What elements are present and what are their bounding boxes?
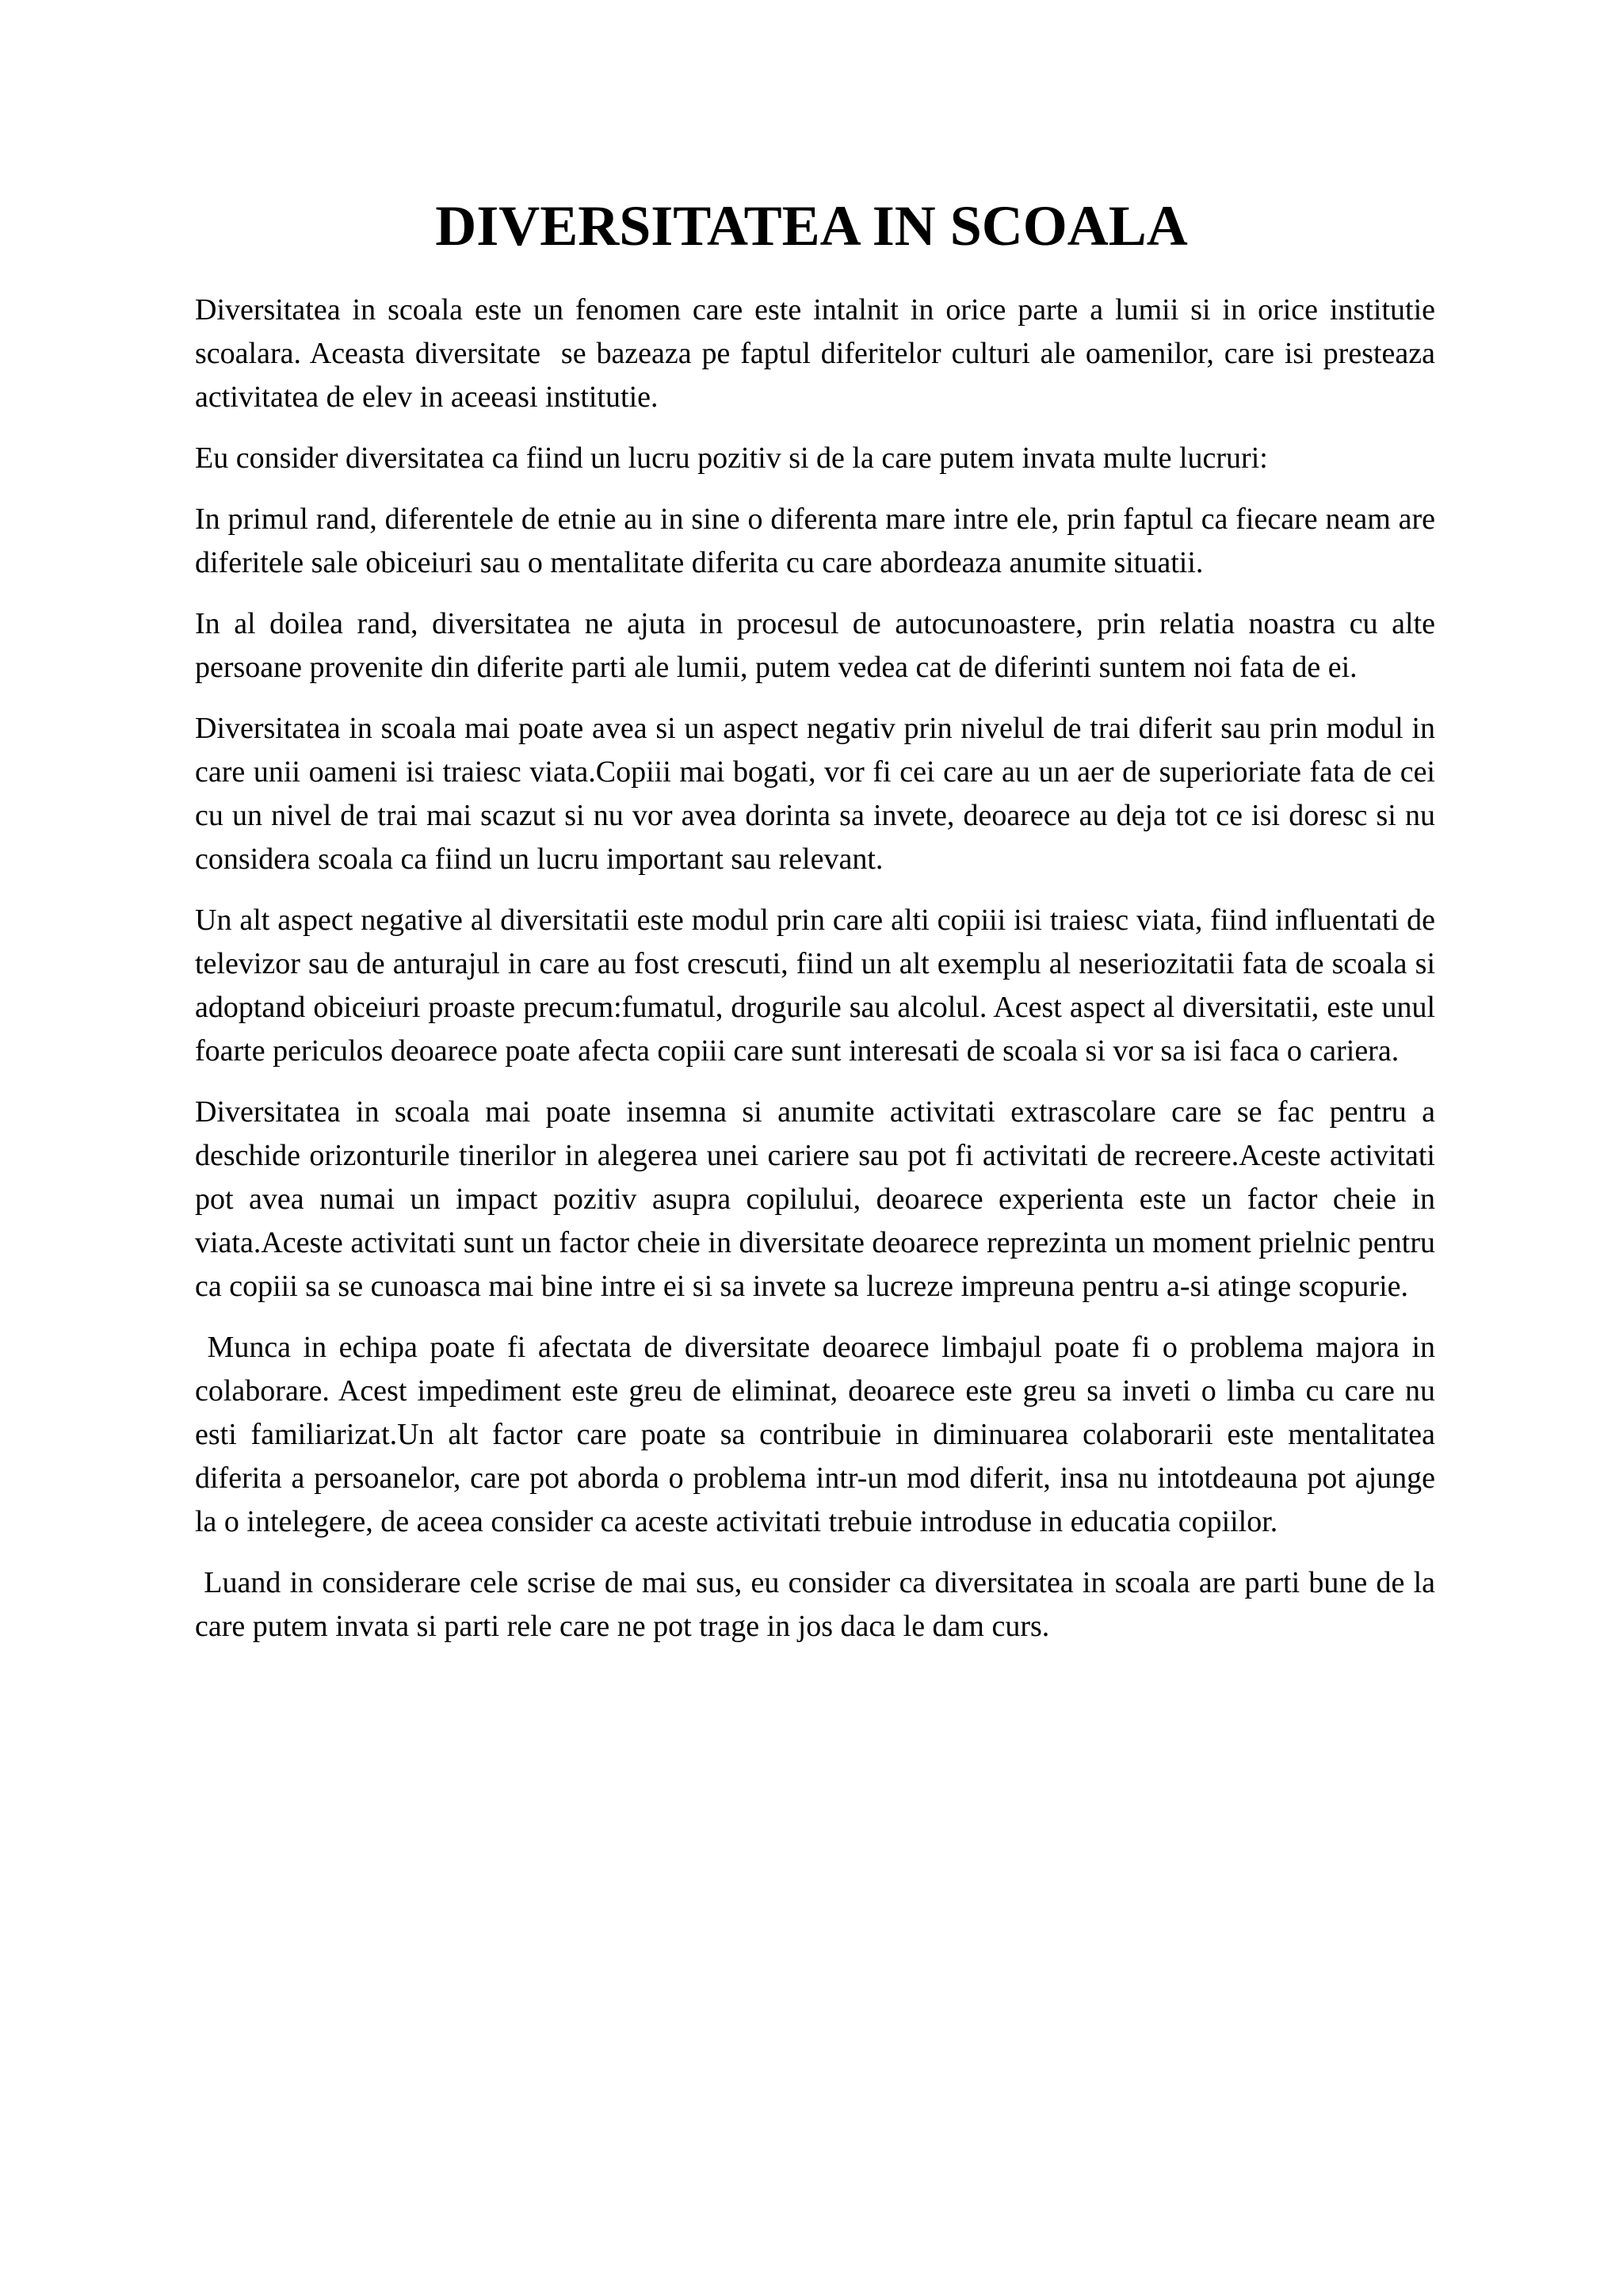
paragraph-opinion: Eu consider diversitatea ca fiind un lucru pozitiv si de la care putem invata multe lucruri: (195, 441, 1268, 475)
paragraph-first-point: In primul rand, diferentele de etnie au in sine o diferenta mare intre ele, prin faptul ca fiecare neam are diferitele sale obiceiuri sau o mentalitate diferita cu care abordeaza anumite situatii. (195, 502, 1443, 579)
document-title: DIVERSITATEA IN SCOALA (435, 194, 1188, 258)
paragraph-negative-aspect: Diversitatea in scoala mai poate avea si un aspect negativ prin nivelul de trai diferit sau prin modul in care unii oameni isi traiesc viata.Copiii mai bogati, vor fi cei care au un aer de superioriate fata de cei cu un nivel de trai mai scazut si nu vor avea dorinta sa invete, deoarece au deja tot ce isi doresc si nu considera scoala ca fiind un lucru important sau relevant. (195, 712, 1443, 876)
paragraph-intro: Diversitatea in scoala este un fenomen care este intalnit in orice parte a lumii si in orice institutie scoalara. Aceasta diversitate se bazeaza pe faptul diferitelor culturi ale oamenilor, care isi presteaza activitatea de elev in aceeasi institutie. (195, 293, 1443, 414)
paragraph-negative-aspect-2: Un alt aspect negative al diversitatii este modul prin care alti copiii isi traiesc viata, fiind influentati de televizor sau de anturajul in care au fost crescuti, fiind un alt exemplu al neseriozitatii fata de scoala si adoptand obiceiuri proaste precum:fumatul, drogurile sau alcolul. Acest aspect al diversitatii, este unul foarte periculos deoarece poate afecta copiii care sunt interesati de scoala si vor sa isi faca o cariera. (195, 904, 1443, 1068)
paragraph-second-point: In al doilea rand, diversitatea ne ajuta in procesul de autocunoastere, prin relatia noastra cu alte persoane provenite din diferite parti ale lumii, putem vedea cat de diferinti suntem noi fata de ei. (195, 607, 1443, 684)
paragraph-extracurricular: Diversitatea in scoala mai poate insemna si anumite activitati extrascolare care se fac pentru a deschide orizonturile tinerilor in alegerea unei cariere sau pot fi activitati de recreere.Aceste activitati pot avea numai un impact pozitiv asupra copilului, deoarece experienta este un factor cheie in viata.Aceste activitati sunt un factor cheie in diversitate deoarece reprezinta un moment prielnic pentru ca copiii sa se cunoasca mai bine intre ei si sa invete sa lucreze impreuna pentru a-si atinge scopurie. (195, 1095, 1443, 1303)
document-body (195, 288, 1443, 1666)
paragraph-conclusion: Luand in considerare cele scrise de mai sus, eu consider ca diversitatea in scoala are parti bune de la care putem invata si parti rele care ne pot trage in jos daca le dam curs. (195, 1566, 1443, 1643)
paragraph-teamwork: Munca in echipa poate fi afectata de diversitate deoarece limbajul poate fi o problema majora in colaborare. Acest impediment este greu de eliminat, deoarece este greu sa inveti o limba cu care nu esti familiarizat.Un alt factor care poate sa contribuie in diminuarea colaborarii este mentalitatea diferita a persoanelor, care pot aborda o problema intr-un mod diferit, insa nu intotdeauna pot ajunge la o intelegere, de aceea consider ca aceste activitati trebuie introduse in educatia copiilor. (195, 1331, 1443, 1538)
